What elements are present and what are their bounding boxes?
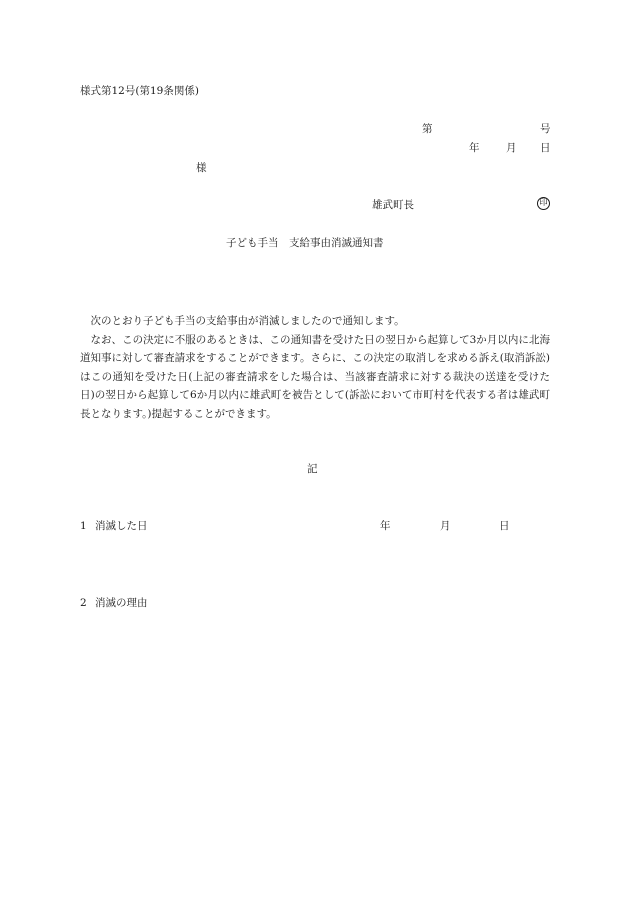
item-2-number: 2	[80, 597, 87, 609]
ki-heading: 記	[307, 463, 318, 475]
item-1-label: 消滅した日	[95, 520, 148, 532]
issuer-title: 雄武町長	[372, 199, 414, 211]
recipient-honorific: 様	[196, 162, 207, 174]
form-number: 様式第12号(第19条関係)	[80, 85, 199, 97]
issue-date-year: 年	[469, 142, 480, 154]
body-paragraph-1: 次のとおり子ども手当の支給事由が消滅しましたので通知します。	[90, 315, 405, 327]
item-1-day: 日	[499, 520, 510, 532]
issue-date-day: 日	[540, 142, 551, 154]
issue-date-month: 月	[506, 142, 517, 154]
notice-body	[80, 312, 550, 424]
item-1-number: 1	[80, 520, 87, 532]
item-2-label: 消滅の理由	[95, 597, 148, 609]
document-number-prefix: 第	[422, 123, 433, 135]
item-1-year: 年	[380, 520, 391, 532]
item-1-month: 月	[440, 520, 451, 532]
seal-mark-icon: 印	[537, 197, 550, 210]
body-paragraph-2: なお、この決定に不服のあるときは、この通知書を受けた日の翌日から起算して3か月以内に北海道知事に対して審査請求をすることができます。さらに、この決定の取消しを求める訴え(取消訴訟)はこの通知を受けた日(上記の審査請求をした場合は、当該審査請求に対する裁決の送達を受けた日)の翌日から起算して6か月以内に雄武町を被告として(訴訟において市町村を代表する者は雄武町長となります。)提起することができます。	[80, 333, 550, 420]
document-number-suffix: 号	[540, 123, 551, 135]
document-title: 子ども手当 支給事由消滅通知書	[226, 237, 384, 249]
